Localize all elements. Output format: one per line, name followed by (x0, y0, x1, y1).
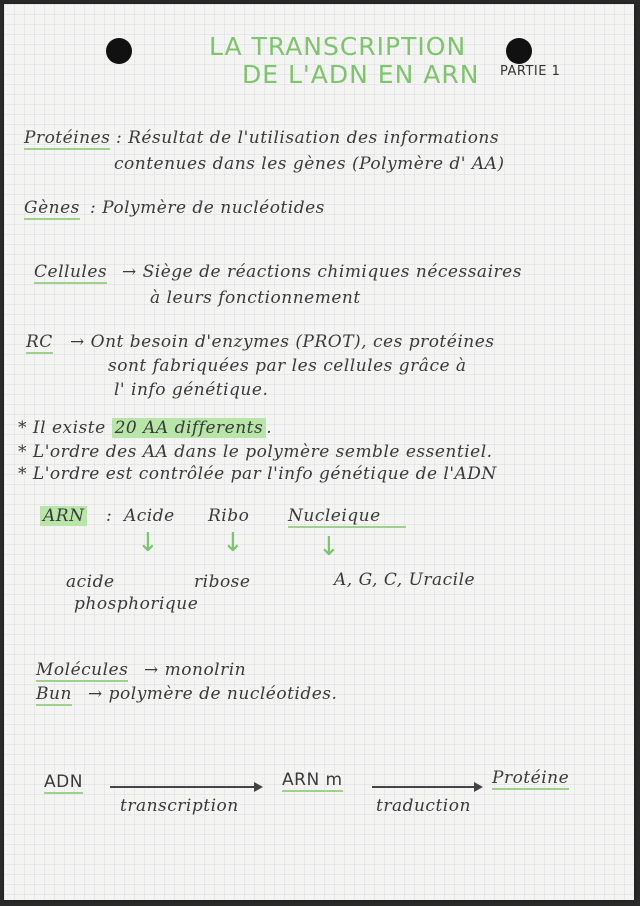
arn-word-acide: Acide (124, 506, 175, 526)
def-rc-3: l' info génétique. (114, 380, 269, 400)
bullet-1-highlight: 20 AA differents (112, 418, 267, 438)
arn-res-phosphorique: phosphorique (74, 594, 199, 614)
term-rc: RC (26, 332, 53, 352)
flow-proteine: Protéine (492, 768, 570, 788)
flow-arrow-2-head (474, 782, 483, 792)
arn-res-ribose: ribose (194, 572, 251, 592)
flow-arrow-2-line (372, 786, 476, 788)
nucleique-underline (288, 526, 406, 528)
def-rc-1: → Ont besoin d'enzymes (PROT), ces protéines (70, 332, 495, 352)
arn-res-bases: A, G, C, Uracile (334, 570, 476, 590)
flow-step-transcription: transcription (120, 796, 239, 816)
def-genes: : Polymère de nucléotides (90, 198, 325, 218)
bullet-1-suffix: . (266, 418, 273, 438)
down-arrow-icon: ↓ (318, 532, 340, 562)
term-cellules: Cellules (34, 262, 108, 282)
def-cellules-1: → Siège de réactions chimiques nécessaires (122, 262, 522, 282)
def-proteines-1: : Résultat de l'utilisation des informations (116, 128, 500, 148)
flow-arrow-1-head (254, 782, 263, 792)
title-line-1: LA TRANSCRIPTION (209, 32, 467, 61)
arn-colon: : (106, 506, 113, 526)
punch-hole-right (506, 38, 532, 64)
arn-label: ARN (40, 506, 87, 526)
term-genes: Gènes (24, 198, 80, 218)
notebook-page (4, 4, 634, 900)
def-proteines-2: contenues dans les gènes (Polymère d' AA) (114, 154, 505, 174)
term-bun: Bun (36, 684, 72, 704)
bullet-1-prefix: * Il existe (18, 418, 106, 438)
flow-arnm: ARN m (282, 770, 343, 790)
bullet-1 (18, 418, 272, 438)
term-proteines: Protéines (24, 128, 111, 148)
part-label: PARTIE 1 (500, 64, 561, 79)
bullet-3: * L'ordre est contrôlée par l'info génétique de l'ADN (18, 464, 497, 484)
arn-res-acide: acide (66, 572, 115, 592)
def-molecules: → monolrin (144, 660, 247, 680)
arn-word-ribo: Ribo (208, 506, 250, 526)
term-molecules: Molécules (36, 660, 129, 680)
def-rc-2: sont fabriquées par les cellules grâce à (108, 356, 467, 376)
def-cellules-2: à leurs fonctionnement (150, 288, 361, 308)
down-arrow-icon: ↓ (222, 528, 244, 558)
arn-word-nucleique: Nucleique (288, 506, 381, 526)
flow-arrow-1-line (110, 786, 256, 788)
flow-adn: ADN (44, 772, 83, 792)
title-line-2: DE L'ADN EN ARN (242, 60, 480, 89)
def-bun: → polymère de nucléotides. (88, 684, 338, 704)
flow-step-traduction: traduction (376, 796, 471, 816)
down-arrow-icon: ↓ (137, 528, 159, 558)
punch-hole-left (106, 38, 132, 64)
bullet-2: * L'ordre des AA dans le polymère semble essentiel. (18, 442, 493, 462)
